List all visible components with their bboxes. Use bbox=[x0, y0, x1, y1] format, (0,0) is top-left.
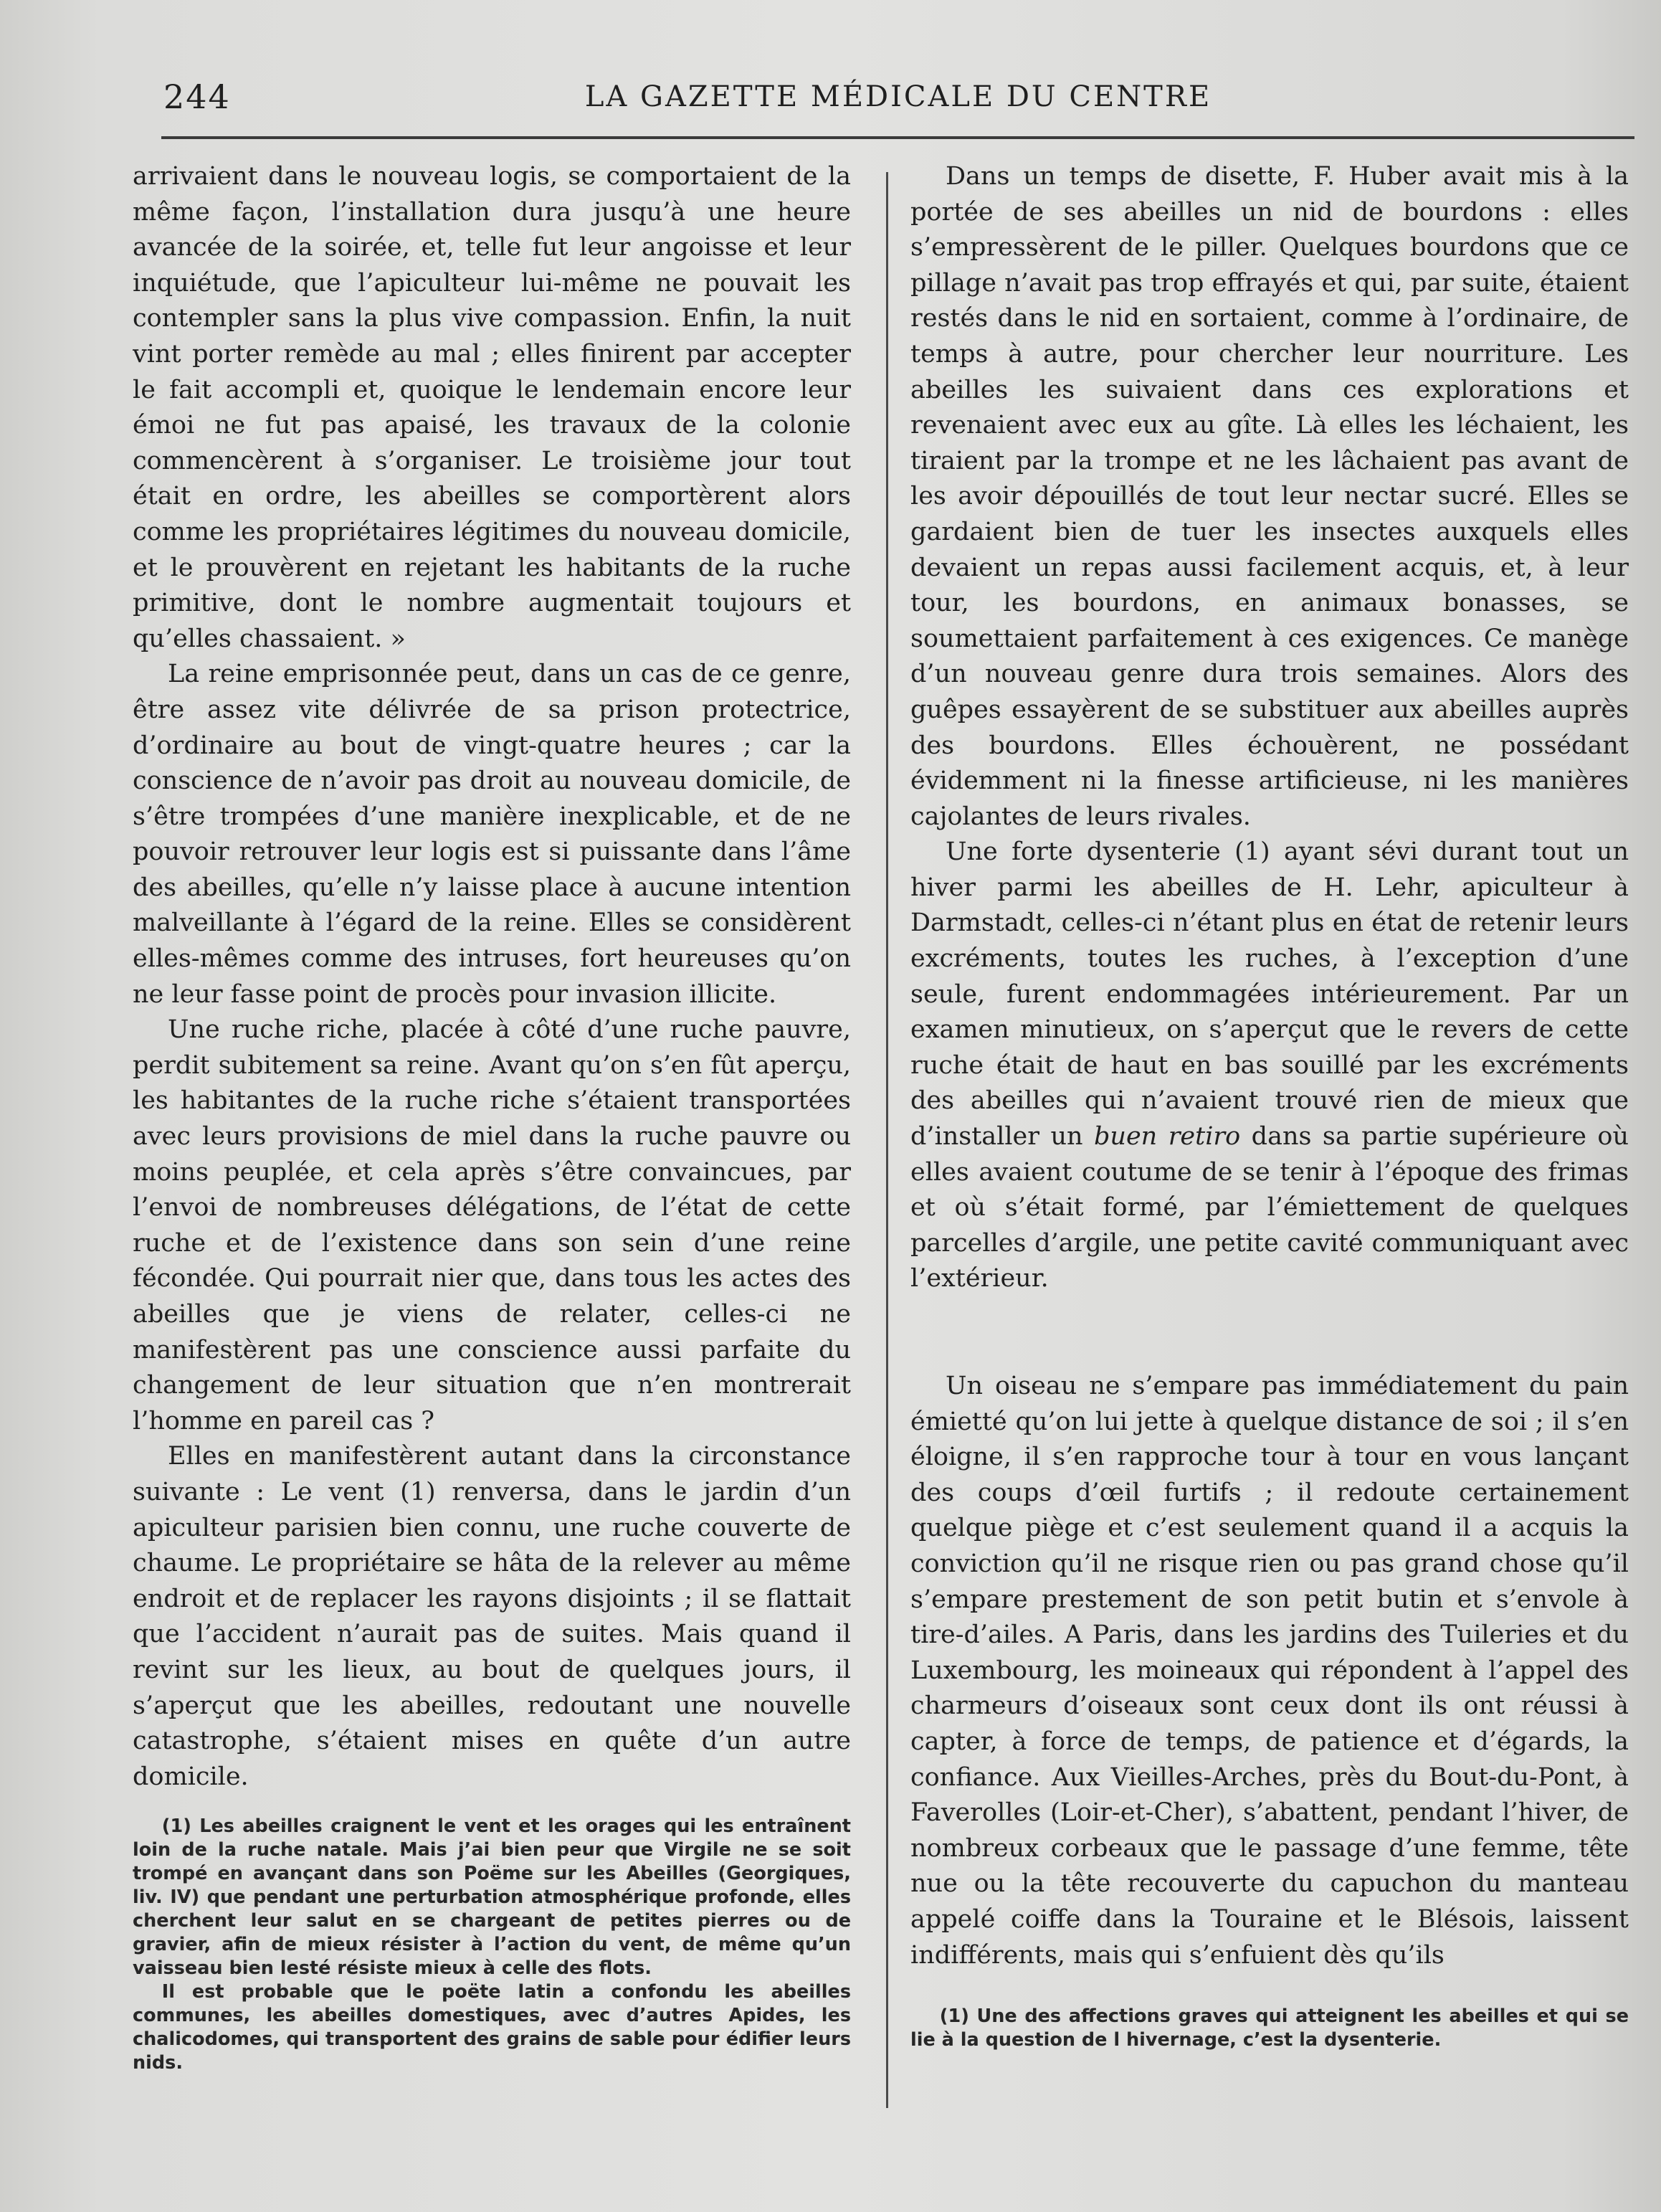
paragraph: La reine emprisonnée peut, dans un cas de ce genre, être assez vite délivrée de sa prison protectrice, d’ordinaire au bout de vingt-quatre heures ; car la conscience de n’avoir pas droit au nouveau domicile, de s’être trompées d’une manière inexplicable, et de ne pouvoir retrouver leur logis est si puissante dans l’âme des abeilles, qu’elle n’y laisse place à aucune intention malveillante à l’égard de la reine. Elles se considèrent elles-mêmes comme des intruses, fort heureuses qu’on ne leur fasse point de procès pour invasion illicite. bbox=[133, 660, 851, 1009]
footnote: (1) Une des affections graves qui atteignent les abeilles et qui se lie à la question de l hivernage, c’est la dysenterie. bbox=[910, 2005, 1629, 2051]
paragraph: Elles en manifestèrent autant dans la circonstance suivante : Le vent (1) renversa, dans le jardin d’un apiculteur parisien bien connu, une ruche couverte de chaume. Le propriétaire se hâta de la relever au même endroit et de replacer les rayons disjoints ; il se flattait que l’accident n’aurait pas de suites. Mais quand il revint sur les lieux, au bout de quelques jours, il s’aperçut que les abeilles, redoutant une nouvelle catastrophe, s’étaient mises en quête d’un autre domicile. bbox=[133, 1442, 851, 1791]
footnote: Il est probable que le poëte latin a confondu les abeilles communes, les abeilles domestiques, avec d’autres Apides, les chalicodomes, qui transportent des grains de sable pour édifier leurs nids. bbox=[133, 1981, 851, 2074]
paragraph bbox=[910, 835, 1629, 1297]
footnotes bbox=[910, 2005, 1629, 2052]
paragraph-text: dans sa partie supérieure où elles avaient coutume de se tenir à l’époque des frimas et où s’était formé, par l’émiettement de quelques parcelles d’argile, une petite cavité communiquant avec l’extérieur. bbox=[910, 1122, 1629, 1294]
paragraph: Une ruche riche, placée à côté d’une ruche pauvre, perdit subitement sa reine. Avant qu’on s’en fût aperçu, les habitantes de la ruche riche s’étaient transportées avec leurs provisions de miel dans la ruche pauvre ou moins peuplée, et cela après s’être convaincues, par l’envoi de nombreuses délégations, de l’état de cette ruche et de l’existence dans son sein d’une reine fécondée. Qui pourrait nier que, dans tous les actes des abeilles que je viens de relater, celles-ci ne manifestèrent pas une conscience aussi parfaite du changement de leur situation que n’en montrerait l’homme en pareil cas ? bbox=[133, 1015, 851, 1435]
paragraph: arrivaient dans le nouveau logis, se comportaient de la même façon, l’installation dura jusqu’à une heure avancée de la soirée, et, telle fut leur angoisse et leur inquiétude, que l’apiculteur lui-même ne pouvait les contempler sans la plus vive compassion. Enfin, la nuit vint porter remède au mal ; elles finirent par accepter le fait accompli et, quoique le lendemain encore leur émoi ne fut pas apaisé, les travaux de la colonie commencèrent à s’organiser. Le troisième jour tout était en ordre, les abeilles se comportèrent alors comme les propriétaires légitimes du nouveau domicile, et le prouvèrent en rejetant les habitants de la ruche primitive, dont le nombre augmentait toujours et qu’elles chassaient. » bbox=[133, 162, 851, 653]
running-title: LA GAZETTE MÉDICALE DU CENTRE bbox=[584, 80, 1212, 113]
header-rule bbox=[161, 136, 1634, 139]
paragraph: Dans un temps de disette, F. Huber avait mis à la portée de ses abeilles un nid de bourdons : elles s’empressèrent de le piller. Quelques bourdons que ce pillage n’avait pas trop effrayés et qui, par suite, étaient restés dans le nid en sortaient, comme à l’ordinaire, de temps à autre, pour chercher leur nourriture. Les abeilles les suivaient dans ces explorations et revenaient avec eux au gîte. Là elles les léchaient, les tiraient par la trompe et ne les lâchaient pas avant de les avoir dépouillés de tout leur nectar sucré. Elles se gardaient bien de tuer les insectes auxquels elles devaient un repas aussi facilement acquis, et, à leur tour, les bourdons, en animaux bonasses, se soumettaient parfaitement à ces exigences. Ce manège d’un nouveau genre dura trois semaines. Alors des guêpes essayèrent de se substituer aux abeilles auprès des bourdons. Elles échouèrent, ne possédant évidemment ni la finesse artificieuse, ni les manières cajolantes de leurs rivales. bbox=[910, 162, 1629, 831]
paragraph: Un oiseau ne s’empare pas immédiatement du pain émietté qu’on lui jette à quelque distance de soi ; il s’en éloigne, il s’en rapproche tour à tour en vous lançant des coups d’œil furtifs ; il redoute certainement quelque piège et c’est seulement quand il a acquis la conviction qu’il ne risque rien ou pas grand chose qu’il s’empare prestement de son petit butin et s’envole à tire-d’ailes. A Paris, dans les jardins des Tuileries et du Luxembourg, les moineaux qui répondent à l’appel des charmeurs d’oiseaux sont ceux dont ils ont réussi à capter, à force de temps, de patience et d’égards, la confiance. Aux Vieilles-Arches, près du Bout-du-Pont, à Faverolles (Loir-et-Cher), s’abattent, pendant l’hiver, de nombreux corbeaux que le passage d’une femme, tête nue ou la tête recouverte du capuchon du manteau appelé coiffe dans la Touraine et le Blésois, laissent indifférents, mais qui s’enfuient dès qu’ils bbox=[910, 1372, 1629, 1970]
column-divider bbox=[886, 172, 888, 2108]
italic-phrase: buen retiro bbox=[1094, 1122, 1241, 1152]
footnote: (1) Les abeilles craignent le vent et les orages qui les entraînent loin de la ruche natale. Mais j’ai bien peur que Virgile ne se soit trompé en avançant dans son Poëme sur les Abeilles (Georgiques, liv. IV) que pendant une perturbation atmosphérique profonde, elles cherchent leur salut en se chargeant de petites pierres ou de gravier, afin de mieux résister à l’action du vent, de même qu’un vaisseau bien lesté résiste mieux à celle des flots. bbox=[133, 1815, 851, 1980]
footnotes bbox=[133, 1815, 851, 2075]
page-number: 244 bbox=[163, 77, 231, 116]
page-header bbox=[163, 77, 1633, 128]
right-column bbox=[910, 159, 1629, 2138]
left-column bbox=[133, 159, 851, 2138]
paragraph-text: Une forte dysenterie (1) ayant sévi durant tout un hiver parmi les abeilles de H. Lehr, apiculteur à Darmstadt, celles-ci n’étant plus en état de retenir leurs excréments, toutes les ruches, à l’exception d’une seule, furent endommagées intérieurement. Par un examen minutieux, on s’aperçut que le revers de cette ruche était de haut en bas souillé par les excréments des abeilles qui n’avaient trouvé rien de mieux que d’installer un bbox=[910, 837, 1629, 1152]
section-gap bbox=[910, 1297, 1629, 1369]
